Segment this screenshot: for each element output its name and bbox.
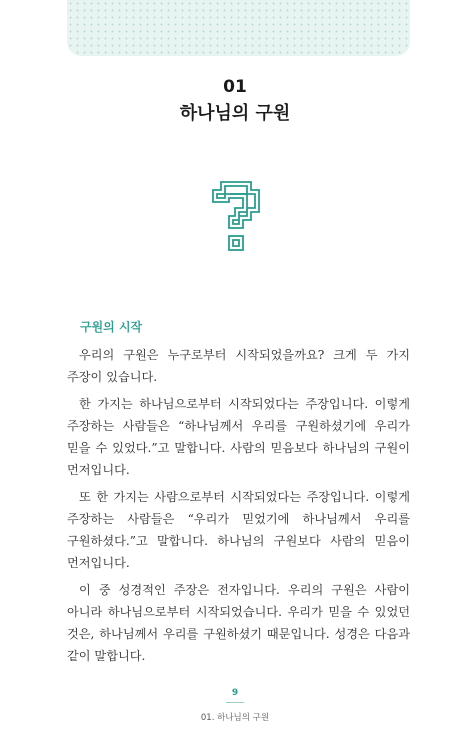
paragraph: 또 한 가지는 사람으로부터 시작되었다는 주장입니다. 이렇게 주장하는 사람들은 “우리가 믿었기에 하나님께서 우리를 구원하셨다.”고 말합니다. 하나님의 구원보다 사람의 믿음이 먼저입니다. [67, 490, 410, 570]
body-text [67, 344, 410, 672]
chapter-number: 01 [223, 77, 247, 97]
footer-divider [226, 702, 244, 703]
question-mark-icon [205, 176, 267, 256]
chapter-title: 하나님의 구원 [179, 103, 291, 124]
paragraph: 우리의 구원은 누구로부터 시작되었을까요? 크게 두 가지 주장이 있습니다. [67, 348, 410, 384]
paragraph: 이 중 성경적인 주장은 전자입니다. 우리의 구원은 사람이 아니라 하나님으로부터 시작되었습니다. 우리가 믿을 수 있었던 것은, 하나님께서 우리를 구원하셨기 때문입니다. 성경은 다음과 같이 말합니다. [67, 583, 410, 663]
section-heading: 구원의 시작 [80, 320, 143, 334]
running-footer: 01. 하나님의 구원 [200, 713, 270, 723]
paragraph: 한 가지는 하나님으로부터 시작되었다는 주장입니다. 이렇게 주장하는 사람들은 “하나님께서 우리를 구원하셨기에 우리가 믿을 수 있었다.”고 말합니다. 사람의 믿음보다 하나님의 구원이 먼저입니다. [67, 397, 410, 477]
header-dotted-band [67, 0, 410, 56]
page-number: 9 [231, 688, 239, 698]
